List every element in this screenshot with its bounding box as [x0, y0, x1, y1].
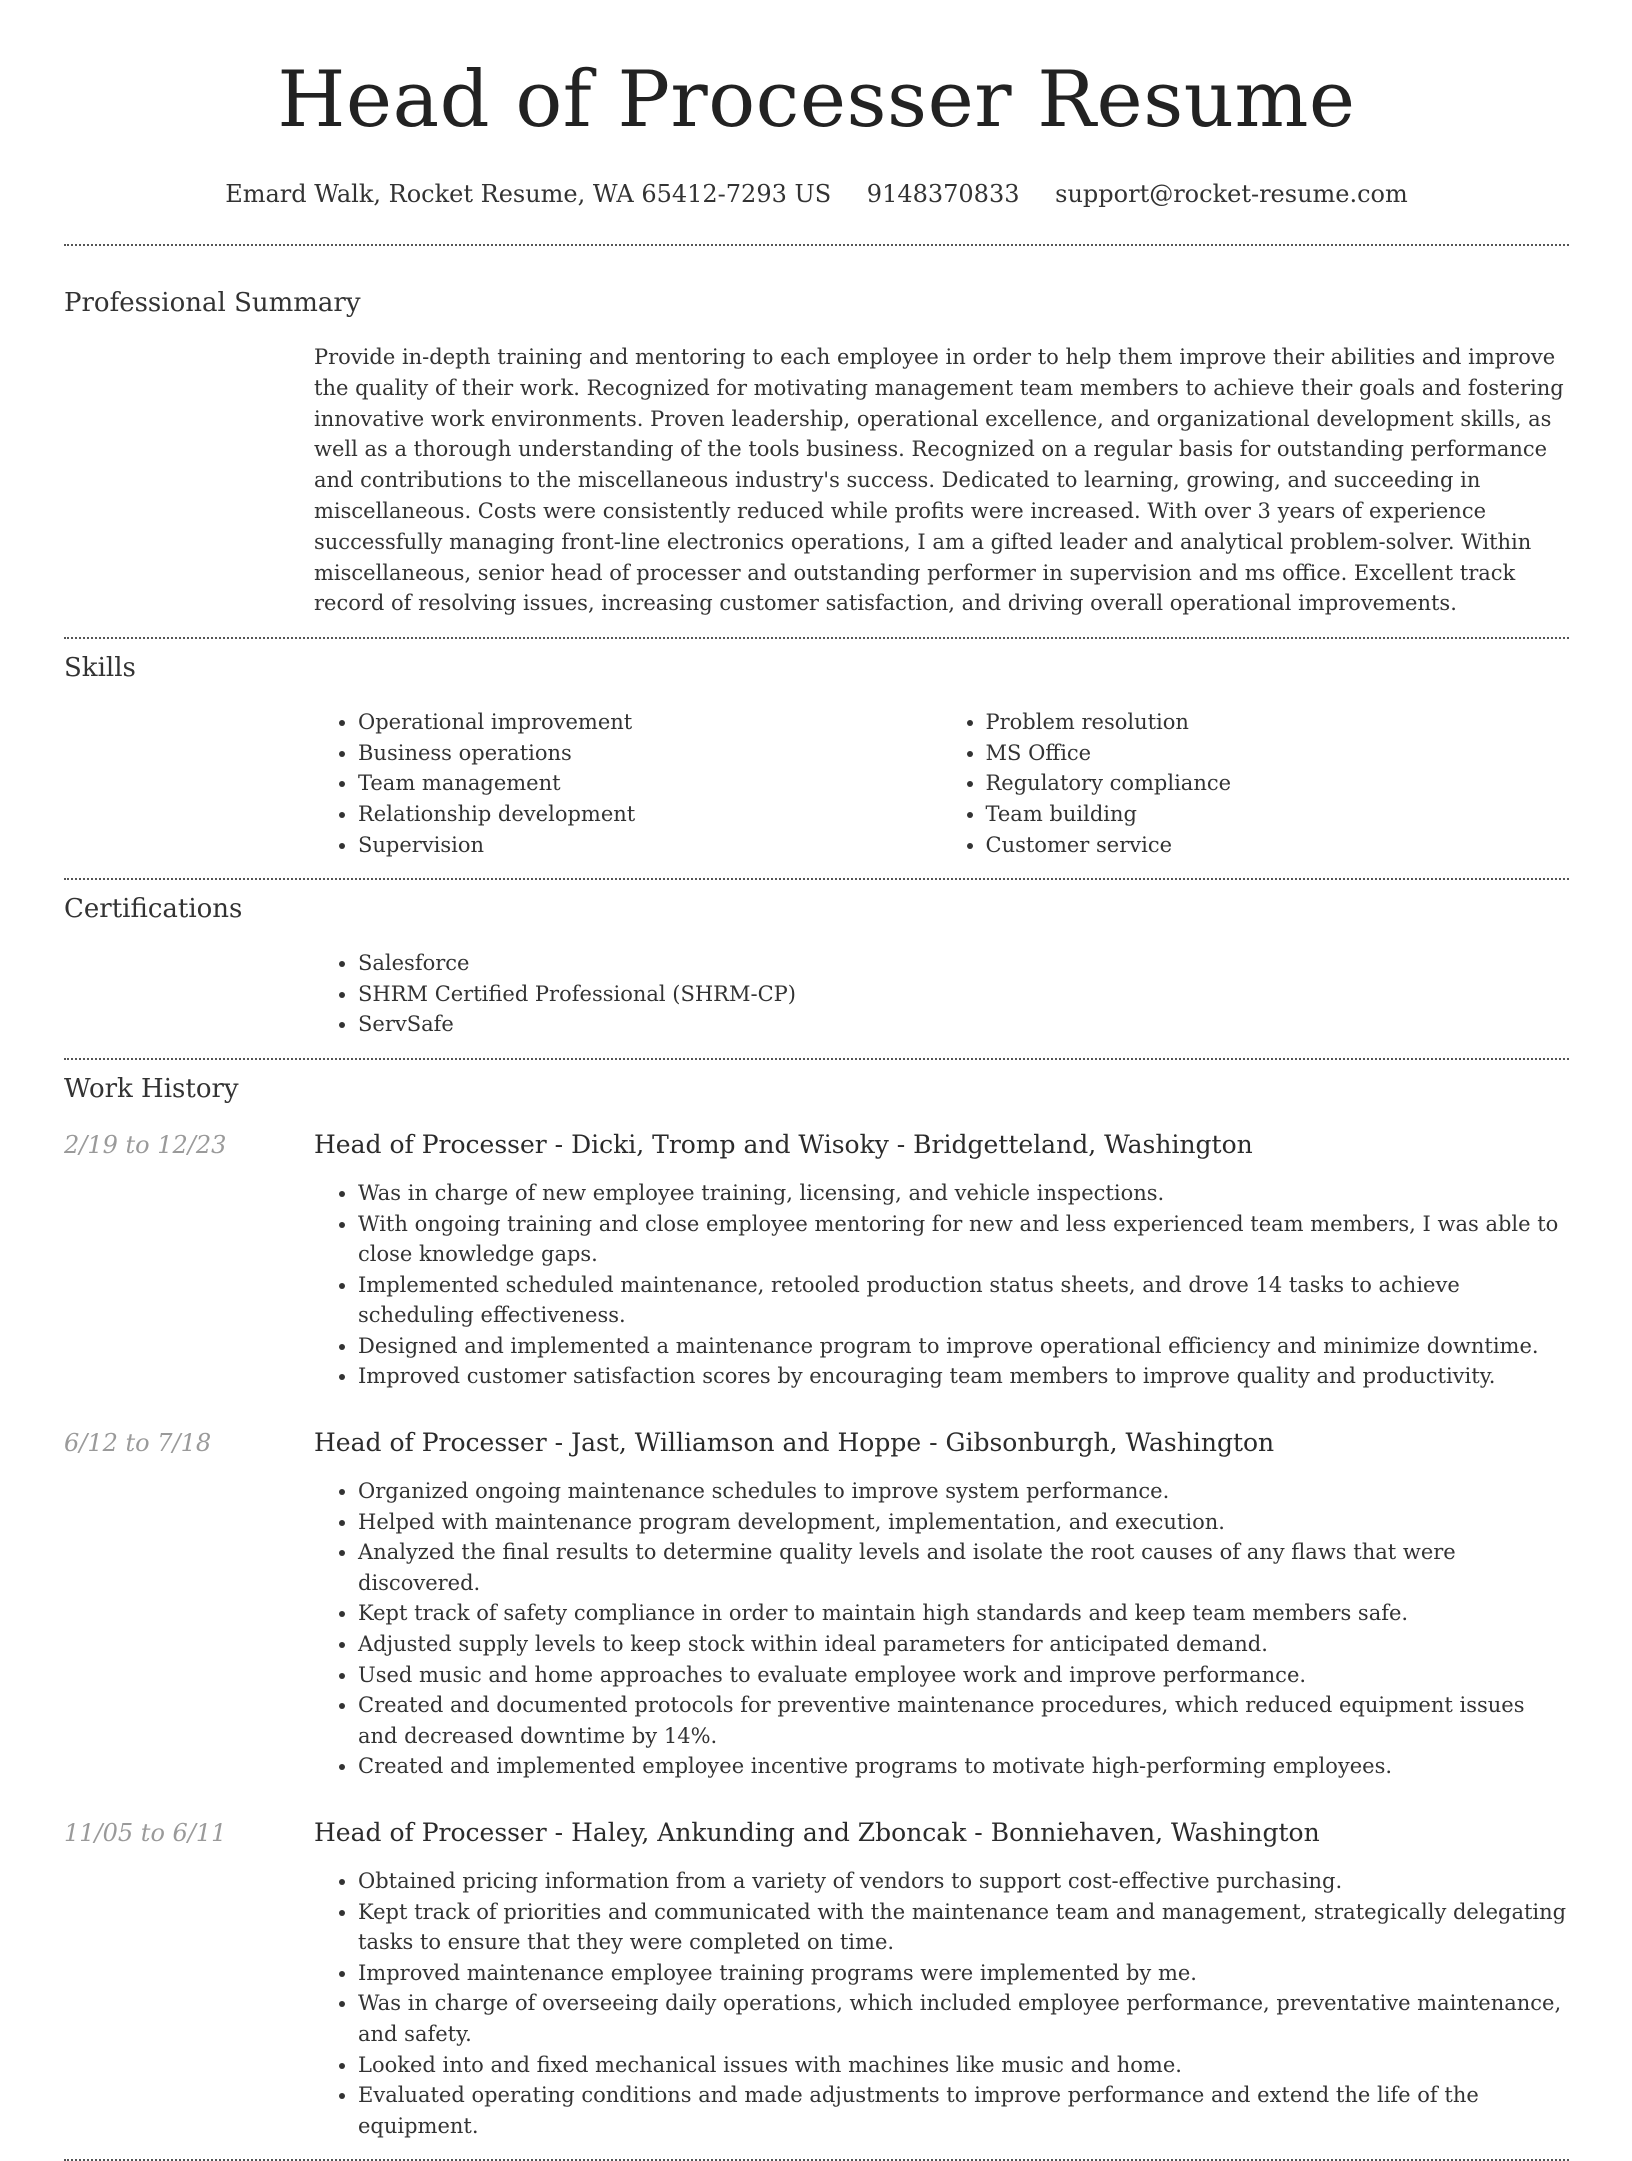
- list-item: • Relationship development: [358, 799, 942, 830]
- contact-address: Emard Walk, Rocket Resume, WA 65412-7293 US: [225, 180, 832, 208]
- skills-list-left: [314, 707, 942, 860]
- list-item: • Operational improvement: [358, 707, 942, 738]
- work-history-section: [64, 1060, 1569, 2141]
- list-item: • Improved customer satisfaction scores by encouraging team members to improve quality and productivity.: [358, 1361, 1569, 1392]
- list-item: • Analyzed the final results to determine quality levels and isolate the root causes of any flaws that were discovered.: [358, 1537, 1569, 1598]
- list-item: • Evaluated operating conditions and made adjustments to improve performance and extend the life of the equipment.: [358, 2080, 1569, 2141]
- list-item: • MS Office: [986, 738, 1570, 769]
- job-entry: [64, 1816, 1569, 2141]
- contact-email: support@rocket-resume.com: [1055, 180, 1408, 208]
- job-entry: [64, 1426, 1569, 1782]
- list-item: • Supervision: [358, 830, 942, 861]
- job-title: Head of Processer - Dicki, Tromp and Wisoky - Bridgetteland, Washington: [314, 1129, 1253, 1159]
- list-item: • Obtained pricing information from a variety of vendors to support cost-effective purchasing.: [358, 1866, 1569, 1897]
- job-dates: 6/12 to 7/18: [64, 1429, 212, 1458]
- list-item: • Customer service: [986, 830, 1570, 861]
- list-item: • ServSafe: [358, 1009, 1569, 1040]
- resume-title: Head of Processer Resume: [277, 55, 1356, 145]
- summary-section: [64, 246, 1569, 619]
- job-bullets: [314, 1178, 1569, 1392]
- list-item: • Adjusted supply levels to keep stock within ideal parameters for anticipated demand.: [358, 1629, 1569, 1660]
- list-item: • Team building: [986, 799, 1570, 830]
- certifications-section: [64, 880, 1569, 1040]
- list-item: • Business operations: [358, 738, 942, 769]
- list-item: • Kept track of safety compliance in order to maintain high standards and keep team members safe.: [358, 1598, 1569, 1629]
- contact-line: [64, 178, 1569, 210]
- summary-text: Provide in-depth training and mentoring to each employee in order to help them improve their abilities and improve the quality of their work. Recognized for motivating management team members to achieve their goals and fostering innovative work environments. Proven leadership, operational excellence, and organizational development skills, as well as a thorough understanding of the tools business. Recognized on a regular basis for outstanding performance and contributions to the miscellaneous industry's success. Dedicated to learning, growing, and succeeding in miscellaneous. Costs were consistently reduced while profits were increased. With over 3 years of experience successfully managing front-line electronics operations, I am a gifted leader and analytical problem-solver. Within miscellaneous, senior head of processer and outstanding performer in supervision and ms office. Excellent track record of resolving issues, increasing customer satisfaction, and driving overall operational improvements.: [314, 345, 1564, 616]
- job-details: [314, 1816, 1569, 2141]
- job-dates: 2/19 to 12/23: [64, 1130, 227, 1159]
- list-item: • Kept track of priorities and communicated with the maintenance team and management, strategically delegating tasks to ensure that they were completed on time.: [358, 1897, 1569, 1958]
- job-dates: 11/05 to 6/11: [64, 1819, 227, 1848]
- job-details: [314, 1426, 1569, 1782]
- list-item: • With ongoing training and close employee mentoring for new and less experienced team members, I was able to close knowledge gaps.: [358, 1209, 1569, 1270]
- job-details: [314, 1128, 1569, 1392]
- list-item: • Salesforce: [358, 948, 1569, 979]
- list-item: • Was in charge of overseeing daily operations, which included employee performance, preventative maintenance, and safety.: [358, 1988, 1569, 2049]
- skills-grid: [314, 707, 1569, 860]
- summary-heading: Professional Summary: [64, 288, 361, 318]
- job-title: Head of Processer - Jast, Williamson and Hoppe - Gibsonburgh, Washington: [314, 1428, 1275, 1458]
- skills-section: [64, 639, 1569, 860]
- list-item: • Looked into and fixed mechanical issues with machines like music and home.: [358, 2050, 1569, 2081]
- list-item: • SHRM Certified Professional (SHRM-CP): [358, 979, 1569, 1010]
- skills-heading: Skills: [64, 653, 136, 684]
- job-bullets: [314, 1866, 1569, 2141]
- skills-list-right: [942, 707, 1570, 860]
- work-history-heading: Work History: [64, 1073, 239, 1104]
- resume-page: [64, 0, 1569, 2161]
- job-bullets: [314, 1476, 1569, 1782]
- certifications-list: [314, 948, 1569, 1040]
- list-item: • Improved maintenance employee training programs were implemented by me.: [358, 1958, 1569, 1989]
- list-item: • Organized ongoing maintenance schedules to improve system performance.: [358, 1476, 1569, 1507]
- list-item: • Team management: [358, 768, 942, 799]
- job-title: Head of Processer - Haley, Ankunding and Zboncak - Bonniehaven, Washington: [314, 1818, 1320, 1848]
- list-item: • Was in charge of new employee training, licensing, and vehicle inspections.: [358, 1178, 1569, 1209]
- list-item: • Created and implemented employee incentive programs to motivate high-performing employees.: [358, 1751, 1569, 1782]
- job-entry: [64, 1128, 1569, 1392]
- certifications-heading: Certifications: [64, 894, 243, 925]
- list-item: • Designed and implemented a maintenance program to improve operational efficiency and minimize downtime.: [358, 1331, 1569, 1362]
- list-item: • Helped with maintenance program development, implementation, and execution.: [358, 1507, 1569, 1538]
- list-item: • Created and documented protocols for preventive maintenance procedures, which reduced equipment issues and decreased downtime by 14%.: [358, 1690, 1569, 1751]
- list-item: • Implemented scheduled maintenance, retooled production status sheets, and drove 14 tasks to achieve scheduling effectiveness.: [358, 1270, 1569, 1331]
- list-item: • Used music and home approaches to evaluate employee work and improve performance.: [358, 1660, 1569, 1691]
- list-item: • Problem resolution: [986, 707, 1570, 738]
- contact-phone: 9148370833: [866, 180, 1020, 208]
- list-item: • Regulatory compliance: [986, 768, 1570, 799]
